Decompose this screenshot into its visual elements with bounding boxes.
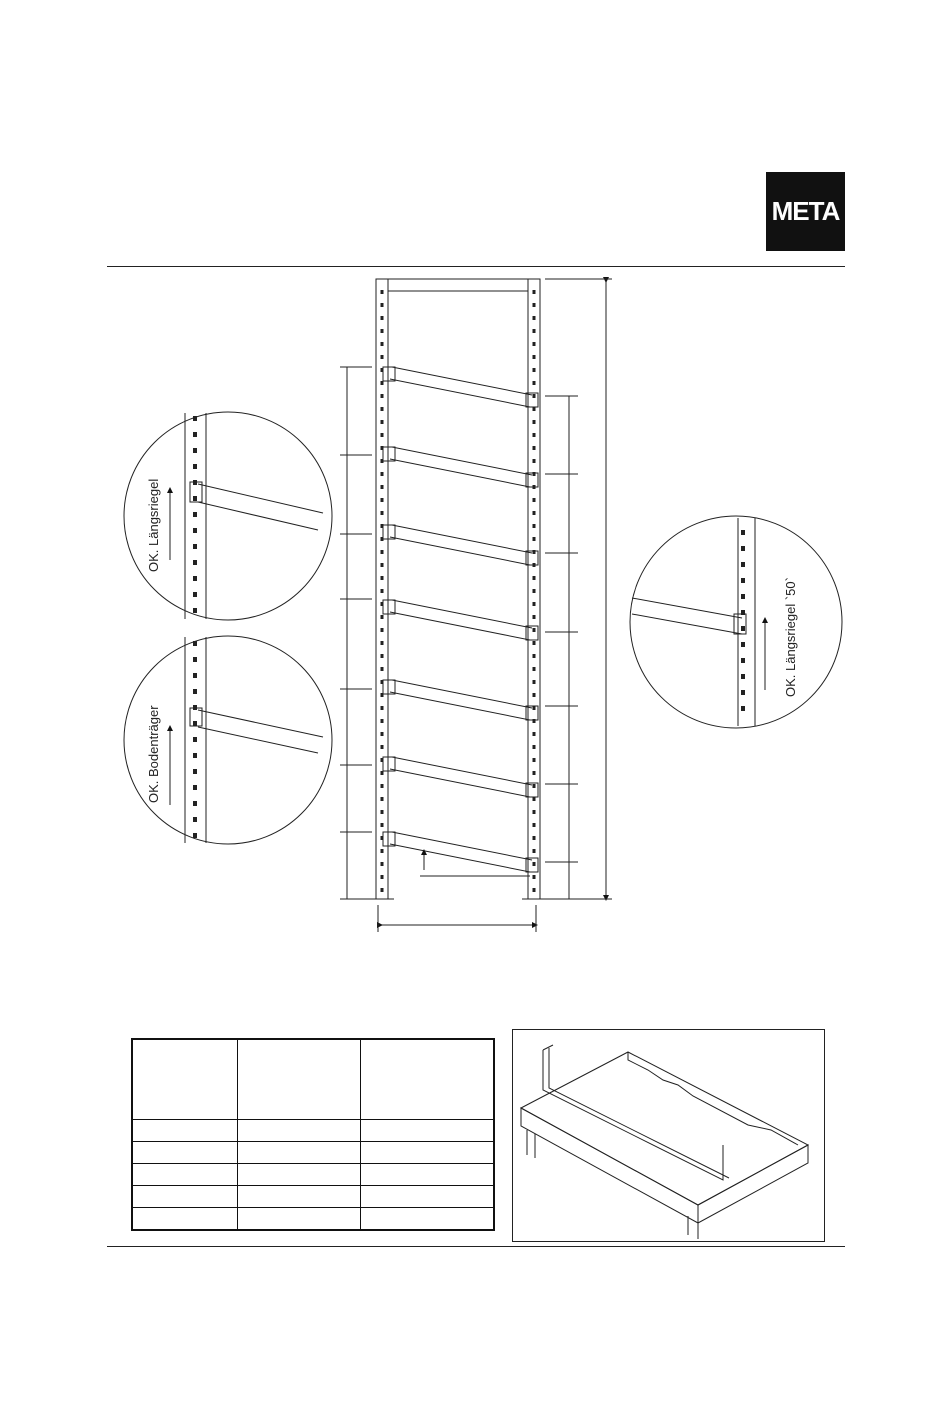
detail-circle-stringer-50	[630, 516, 842, 728]
spec-table	[131, 1038, 495, 1231]
shelf-panel-illustration	[512, 1029, 825, 1242]
meta-logo: META	[766, 172, 845, 251]
label-stringer: OK. Längsriegel	[146, 478, 161, 572]
shelf-panel-drawing	[513, 1030, 824, 1241]
label-floor-carrier: OK. Bodenträger	[146, 705, 161, 803]
label-stringer-50: OK. Längsriegel `50`	[783, 577, 798, 697]
